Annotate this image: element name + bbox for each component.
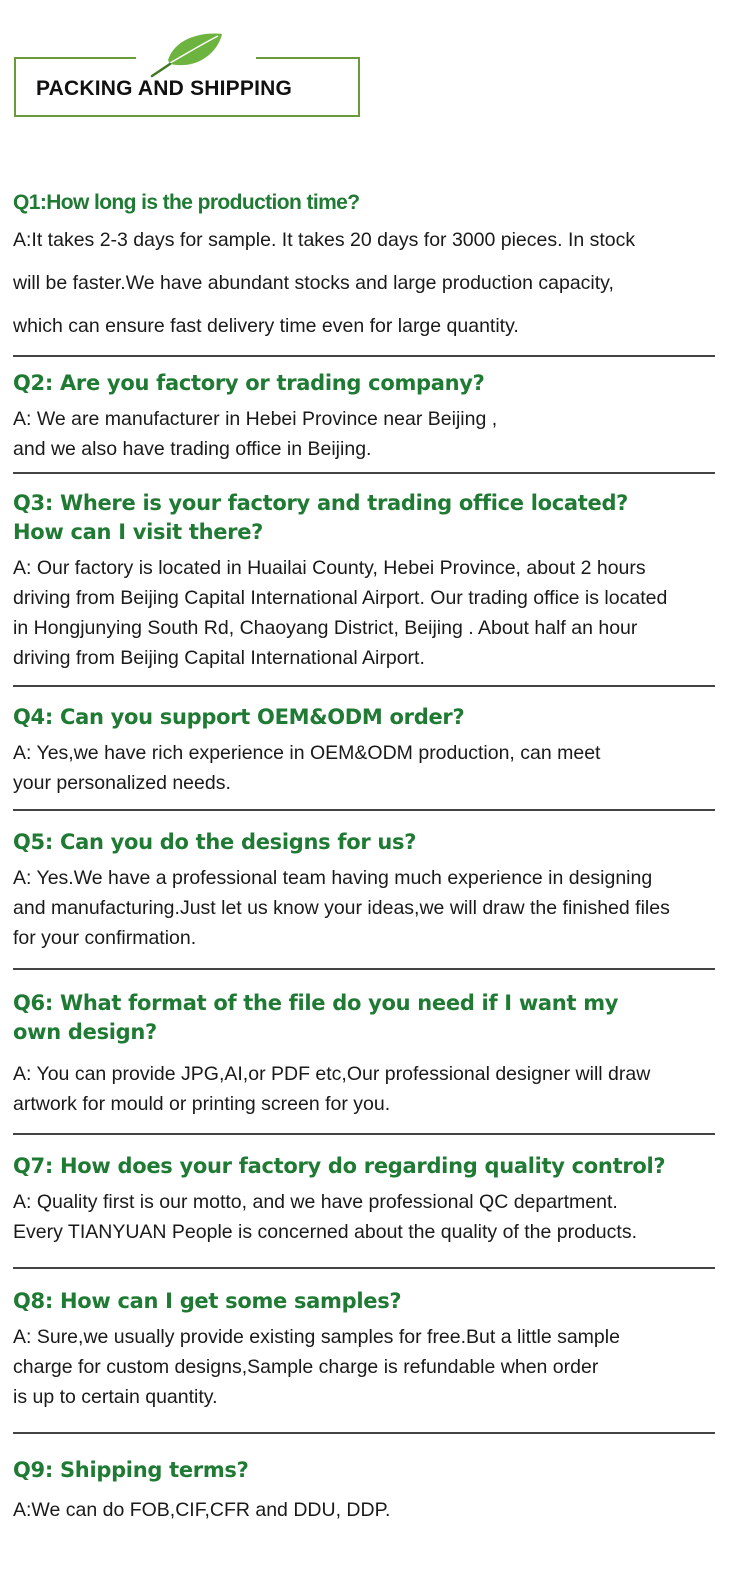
divider [13,1267,715,1269]
answer-line: A: You can provide JPG,AI,or PDF etc,Our professional designer will draw [13,1063,651,1085]
faq-item-q4 [13,703,737,798]
divider [13,685,715,687]
faq-item-q3 [13,489,737,673]
faq-answer [13,404,737,464]
faq-question: Q7: How does your factory do regarding quality control? [13,1154,666,1178]
faq-item-q2 [13,369,737,464]
faq-answer [13,1187,737,1247]
answer-line: your personalized needs. [13,772,231,794]
faq-item-q1 [13,188,737,348]
faq-answer [13,1059,737,1119]
answer-line: is up to certain quantity. [13,1386,218,1408]
faq-item-q7 [13,1152,737,1247]
faq-item-q9 [13,1456,737,1525]
leaf-icon [146,30,226,78]
answer-line: charge for custom designs,Sample charge is refundable when order [13,1356,599,1378]
answer-line: and manufacturing.Just let us know your ideas,we will draw the finished files [13,897,670,919]
faq-question: Q2: Are you factory or trading company? [13,371,485,395]
faq-question: Q9: Shipping terms? [13,1458,249,1482]
answer-line: artwork for mould or printing screen for you. [13,1093,391,1115]
faq-question: Q6: What format of the file do you need if I want my own design? [13,991,619,1044]
faq-question: Q8: How can I get some samples? [13,1289,402,1313]
answer-line: in Hongjunying South Rd, Chaoyang District, Beijing . About half an hour [13,617,638,639]
answer-line: for your confirmation. [13,927,197,949]
faq-answer [13,863,737,953]
divider [13,355,715,357]
divider [13,472,715,474]
answer-line: A: We are manufacturer in Hebei Province near Beijing , [13,408,498,430]
answer-line: A: Yes,we have rich experience in OEM&ODM production, can meet [13,742,601,764]
faq-answer [13,553,737,673]
answer-line: and we also have trading office in Beijing. [13,438,372,460]
faq-answer [13,219,737,348]
faq-item-q5 [13,828,737,953]
faq-answer [13,1322,737,1412]
divider [13,1133,715,1135]
faq-answer [13,738,737,798]
answer-line: A:We can do FOB,CIF,CFR and DDU, DDP. [13,1499,391,1521]
faq-question: Q3: Where is your factory and trading office located? How can I visit there? [13,491,629,544]
faq-item-q6 [13,989,737,1119]
answer-line: driving from Beijing Capital International Airport. Our trading office is located [13,587,668,609]
answer-line: will be faster.We have abundant stocks and large production capacity, [13,272,614,294]
answer-line: driving from Beijing Capital International Airport. [13,647,425,669]
faq-question: Q5: Can you do the designs for us? [13,830,417,854]
faq-item-q8 [13,1287,737,1412]
answer-line: A: Sure,we usually provide existing samples for free.But a little sample [13,1326,620,1348]
answer-line: A:It takes 2-3 days for sample. It takes 20 days for 3000 pieces. In stock [13,229,636,251]
answer-line: Every TIANYUAN People is concerned about the quality of the products. [13,1221,637,1243]
faq-question: Q4: Can you support OEM&ODM order? [13,705,465,729]
divider [13,809,715,811]
divider [13,968,715,970]
answer-line: A: Our factory is located in Huailai County, Hebei Province, about 2 hours [13,557,646,579]
faq-answer [13,1495,737,1525]
answer-line: A: Yes.We have a professional team having much experience in designing [13,867,653,889]
section-title: PACKING AND SHIPPING [36,77,293,100]
answer-line: which can ensure fast delivery time even for large quantity. [13,315,519,337]
divider [13,1432,715,1434]
answer-line: A: Quality first is our motto, and we have professional QC department. [13,1191,618,1213]
faq-question: Q1:How long is the production time? [13,191,360,214]
